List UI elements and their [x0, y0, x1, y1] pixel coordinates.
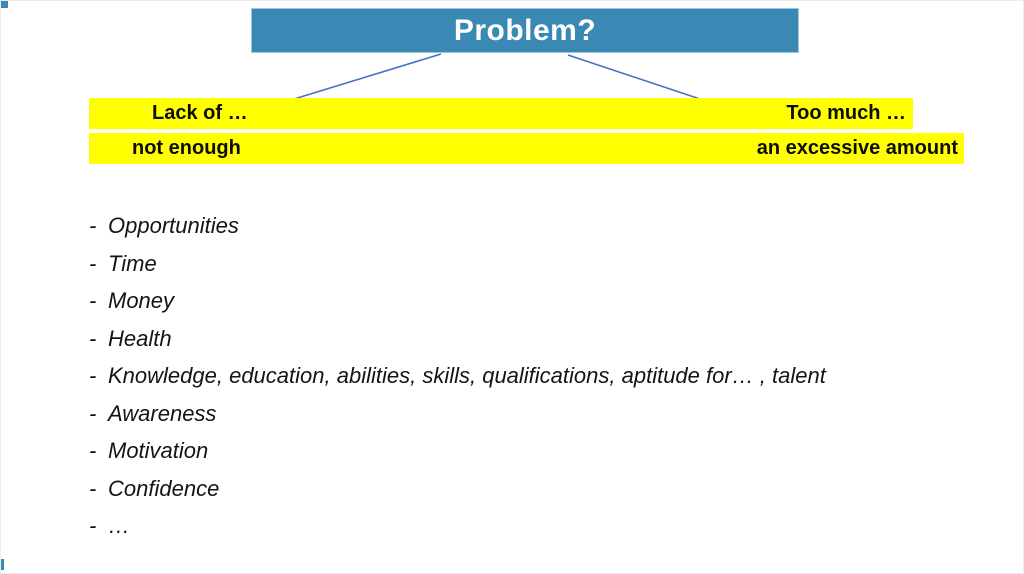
dash-bullet: -	[89, 213, 97, 238]
list-item	[89, 207, 989, 245]
dash-bullet: -	[89, 400, 97, 426]
dash-bullet: -	[89, 363, 97, 388]
list-item-text: Opportunities	[108, 213, 239, 238]
lack-of-label: Lack of …	[152, 102, 248, 124]
list-item	[89, 320, 989, 358]
list-item-text: Confidence	[108, 475, 220, 501]
list-item	[89, 432, 989, 470]
list-item	[89, 245, 989, 283]
dash-bullet: -	[89, 325, 97, 351]
corner-accent-top-left	[1, 1, 8, 8]
slide-title-box	[251, 8, 799, 53]
list-item-text: Knowledge, education, abilities, skills, qualifications, aptitude for… , talent	[108, 363, 826, 388]
slide-title: Problem?	[453, 13, 597, 47]
highlight-row-labels	[89, 98, 913, 129]
not-enough-label: not enough	[132, 137, 241, 159]
list-item	[89, 507, 989, 545]
list-item	[89, 395, 989, 433]
highlight-row-definitions	[89, 133, 964, 164]
list-item-text: Awareness	[108, 400, 217, 426]
list-item	[89, 357, 989, 395]
excessive-amount-label: an excessive amount	[756, 137, 958, 159]
dash-bullet: -	[89, 475, 97, 501]
list-item	[89, 470, 989, 508]
problem-factors-list	[89, 207, 989, 545]
list-item	[89, 282, 989, 320]
dash-bullet: -	[89, 438, 97, 463]
list-item-text: …	[108, 513, 130, 538]
too-much-label: Too much …	[786, 102, 906, 124]
list-item-text: Money	[108, 288, 175, 313]
dash-bullet: -	[89, 513, 97, 538]
list-item-text: Motivation	[108, 438, 209, 463]
corner-accent-bottom-left	[1, 559, 4, 570]
dash-bullet: -	[89, 250, 97, 276]
list-item-text: Time	[108, 250, 157, 276]
dash-bullet: -	[89, 288, 97, 313]
list-item-text: Health	[108, 325, 172, 351]
